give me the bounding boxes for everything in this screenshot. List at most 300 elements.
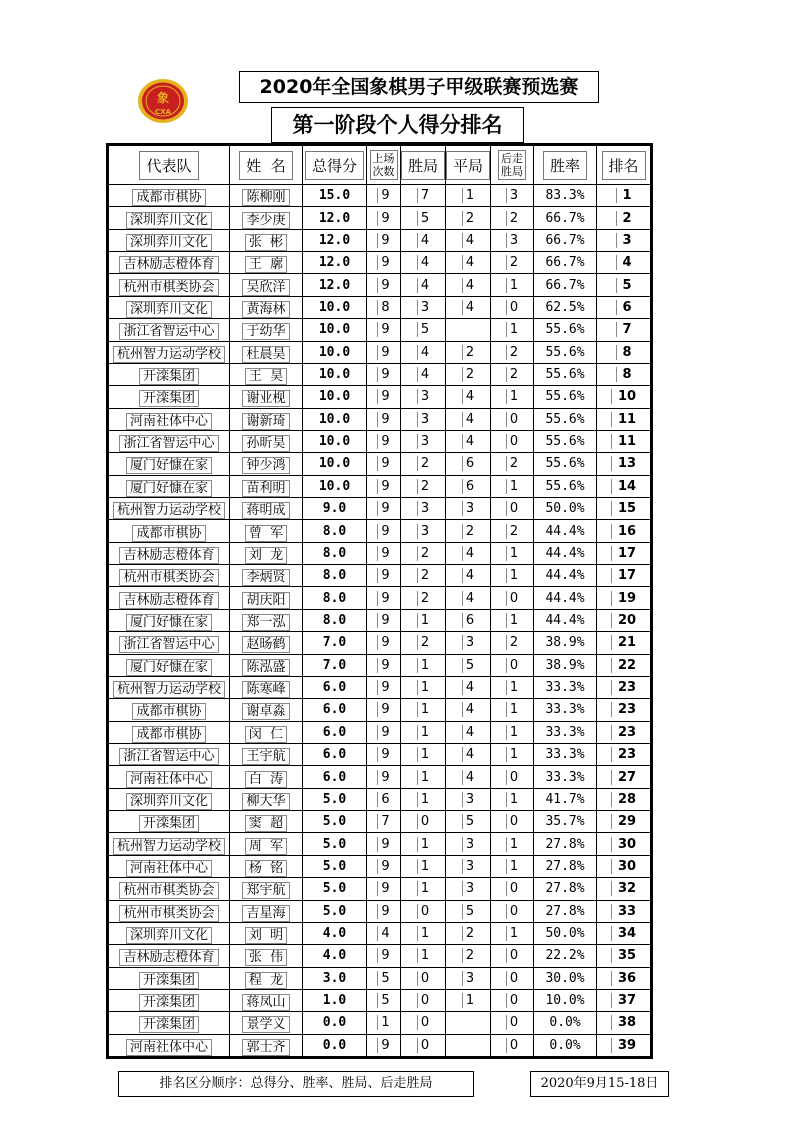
player-team: 开滦集团 [139, 390, 199, 407]
rank-cell [597, 676, 652, 698]
rank-cell [597, 363, 652, 385]
black-wins: 0 [506, 948, 518, 963]
wins-cell [401, 498, 446, 520]
rank: 14 [611, 479, 636, 494]
rank: 23 [611, 725, 636, 740]
draws: 4 [462, 300, 474, 315]
black-wins-cell [491, 1034, 534, 1057]
draws: 3 [462, 501, 474, 516]
rank: 8 [616, 345, 632, 360]
player-score-cell [303, 654, 367, 676]
player-name: 王 廓 [245, 256, 287, 273]
wins: 3 [417, 501, 429, 516]
player-name-cell [230, 922, 303, 944]
player-name-cell [230, 676, 303, 698]
win-rate-cell [534, 475, 597, 497]
player-score: 8.0 [322, 545, 347, 561]
player-name-cell [230, 632, 303, 654]
draws-cell [446, 900, 491, 922]
draws: 6 [462, 479, 474, 494]
player-name-cell [230, 542, 303, 564]
player-team: 浙江省智运中心 [119, 323, 218, 340]
wins: 1 [417, 725, 429, 740]
rank-cell [597, 319, 652, 341]
table-row [108, 945, 652, 967]
player-score: 5.0 [322, 881, 347, 897]
games-played-cell [367, 341, 401, 363]
games-played: 9 [377, 591, 389, 606]
black-wins: 0 [506, 300, 518, 315]
player-team-cell [108, 408, 230, 430]
draws-cell [446, 207, 491, 229]
draws-cell [446, 989, 491, 1011]
win-rate: 27.8% [545, 858, 585, 874]
black-wins-cell [491, 274, 534, 296]
player-name: 张 伟 [245, 949, 287, 966]
player-score: 10.0 [318, 322, 351, 338]
black-wins-cell [491, 676, 534, 698]
player-name-cell [230, 1012, 303, 1034]
player-team: 深圳弈川文化 [126, 212, 212, 229]
win-rate-cell [534, 229, 597, 251]
draws-cell [446, 319, 491, 341]
win-rate-cell [534, 833, 597, 855]
wins-cell [401, 296, 446, 318]
games-played: 9 [377, 904, 389, 919]
player-score-cell [303, 833, 367, 855]
rank-cell [597, 1012, 652, 1034]
player-team-cell [108, 945, 230, 967]
black-wins-cell [491, 475, 534, 497]
player-name: 钟少鸿 [242, 457, 289, 474]
player-score: 8.0 [322, 613, 347, 628]
header-games: 上场 次数 [367, 145, 401, 185]
black-wins: 2 [506, 345, 518, 360]
table-row [108, 766, 652, 788]
player-score-cell [303, 341, 367, 363]
win-rate-cell [534, 296, 597, 318]
rank-cell [597, 967, 652, 989]
player-name: 胡庆阳 [242, 592, 289, 609]
table-row [108, 319, 652, 341]
draws-cell [446, 855, 491, 877]
table-row [108, 788, 652, 810]
win-rate-cell [534, 542, 597, 564]
player-team-cell [108, 252, 230, 274]
games-played: 9 [377, 725, 389, 740]
draws: 4 [462, 389, 474, 404]
draws: 5 [462, 814, 474, 829]
player-score: 10.0 [318, 478, 351, 494]
wins-cell [401, 766, 446, 788]
player-name-cell [230, 341, 303, 363]
rank: 28 [611, 792, 636, 807]
player-score-cell [303, 430, 367, 452]
rank: 36 [611, 971, 636, 986]
games-played: 9 [377, 345, 389, 360]
player-team: 厦门好慷在家 [126, 457, 212, 474]
win-rate: 55.6% [545, 389, 585, 405]
win-rate: 30.0% [545, 970, 585, 986]
games-played: 9 [377, 613, 389, 628]
rank: 7 [616, 322, 632, 337]
wins: 1 [417, 859, 429, 874]
win-rate: 66.7% [545, 255, 585, 271]
player-team: 开滦集团 [139, 815, 199, 832]
win-rate: 55.6% [545, 478, 585, 494]
rank: 8 [616, 367, 632, 382]
games-played: 1 [377, 1015, 389, 1030]
win-rate: 44.4% [545, 523, 585, 539]
black-wins-cell [491, 833, 534, 855]
black-wins: 0 [506, 814, 518, 829]
draws-cell [446, 676, 491, 698]
black-wins-cell [491, 408, 534, 430]
table-row [108, 252, 652, 274]
win-rate: 22.2% [545, 948, 585, 964]
player-team-cell [108, 609, 230, 631]
draws-cell [446, 408, 491, 430]
games-played: 9 [377, 412, 389, 427]
wins: 3 [417, 434, 429, 449]
cxa-logo [137, 78, 189, 124]
games-played-cell [367, 430, 401, 452]
win-rate-cell [534, 498, 597, 520]
table-row [108, 1034, 652, 1057]
draws: 2 [462, 211, 474, 226]
wins: 1 [417, 881, 429, 896]
games-played-cell [367, 319, 401, 341]
games-played-cell [367, 587, 401, 609]
games-played-cell [367, 766, 401, 788]
rank-cell [597, 766, 652, 788]
games-played-cell [367, 922, 401, 944]
black-wins-cell [491, 922, 534, 944]
win-rate-cell [534, 430, 597, 452]
games-played: 9 [377, 948, 389, 963]
player-name: 陈寒峰 [242, 681, 289, 698]
rank-cell [597, 833, 652, 855]
player-team: 杭州市棋类协会 [119, 279, 218, 296]
table-row [108, 185, 652, 207]
draws-cell [446, 788, 491, 810]
games-played-cell [367, 274, 401, 296]
player-name: 王宇航 [242, 748, 289, 765]
games-played-cell [367, 453, 401, 475]
rank-cell [597, 654, 652, 676]
rank-cell [597, 229, 652, 251]
games-played: 4 [377, 926, 389, 941]
games-played: 9 [377, 1038, 389, 1053]
black-wins: 1 [506, 546, 518, 561]
draws-cell [446, 1012, 491, 1034]
player-name: 杜晨昊 [242, 346, 289, 363]
win-rate: 44.4% [545, 568, 585, 584]
player-score-cell [303, 878, 367, 900]
header-draws: 平局 [446, 145, 491, 185]
player-team: 河南社体中心 [126, 771, 212, 788]
wins-cell [401, 788, 446, 810]
event-date: 2020年9月15-18日 [530, 1071, 669, 1097]
player-score-cell [303, 676, 367, 698]
games-played: 9 [377, 434, 389, 449]
win-rate: 50.0% [545, 501, 585, 517]
black-wins: 3 [506, 188, 518, 203]
player-name-cell [230, 654, 303, 676]
player-score-cell [303, 475, 367, 497]
wins: 4 [417, 233, 429, 248]
games-played: 9 [377, 188, 389, 203]
win-rate-cell [534, 743, 597, 765]
player-name-cell [230, 475, 303, 497]
wins: 1 [417, 770, 429, 785]
games-played-cell [367, 878, 401, 900]
player-team-cell [108, 676, 230, 698]
table-row [108, 609, 652, 631]
player-team: 成都市棋协 [132, 189, 205, 206]
games-played-cell [367, 475, 401, 497]
black-wins: 2 [506, 255, 518, 270]
games-played: 9 [377, 255, 389, 270]
wins-cell [401, 1034, 446, 1057]
player-name-cell [230, 207, 303, 229]
win-rate: 0.0% [549, 1015, 581, 1031]
wins: 0 [417, 1038, 429, 1053]
draws-cell [446, 185, 491, 207]
win-rate-cell [534, 1012, 597, 1034]
draws: 4 [462, 591, 474, 606]
wins-cell [401, 453, 446, 475]
black-wins: 0 [506, 658, 518, 673]
black-wins: 0 [506, 1015, 518, 1030]
player-team: 深圳弈川文化 [126, 301, 212, 318]
player-team: 河南社体中心 [126, 413, 212, 430]
games-played-cell [367, 676, 401, 698]
player-name-cell [230, 900, 303, 922]
player-name-cell [230, 878, 303, 900]
draws-cell [446, 1034, 491, 1057]
black-wins-cell [491, 989, 534, 1011]
player-name: 陈泓盛 [242, 659, 289, 676]
black-wins: 0 [506, 904, 518, 919]
player-name-cell [230, 296, 303, 318]
rank-cell [597, 788, 652, 810]
player-team-cell [108, 207, 230, 229]
player-score: 10.0 [318, 456, 351, 472]
games-played: 9 [377, 389, 389, 404]
player-team-cell [108, 788, 230, 810]
player-name-cell [230, 319, 303, 341]
wins: 1 [417, 926, 429, 941]
wins: 4 [417, 255, 429, 270]
wins-cell [401, 721, 446, 743]
win-rate-cell [534, 945, 597, 967]
wins: 0 [417, 1015, 429, 1030]
draws: 4 [462, 770, 474, 785]
rank: 6 [616, 300, 632, 315]
games-played: 9 [377, 501, 389, 516]
rank: 22 [611, 658, 636, 673]
win-rate: 0.0% [549, 1037, 581, 1053]
win-rate-cell [534, 319, 597, 341]
win-rate-cell [534, 632, 597, 654]
player-team-cell [108, 922, 230, 944]
player-team-cell [108, 565, 230, 587]
player-score: 5.0 [322, 903, 347, 919]
player-score: 10.0 [318, 344, 351, 360]
draws: 5 [462, 904, 474, 919]
player-score: 10.0 [318, 434, 351, 450]
draws-cell [446, 632, 491, 654]
player-name-cell [230, 721, 303, 743]
player-team: 杭州市棋类协会 [119, 882, 218, 899]
ranking-table [106, 143, 653, 1059]
win-rate: 44.4% [545, 545, 585, 561]
player-score: 9.0 [322, 501, 347, 517]
games-played-cell [367, 363, 401, 385]
table-row [108, 632, 652, 654]
draws-cell [446, 453, 491, 475]
win-rate-cell [534, 811, 597, 833]
player-score: 15.0 [318, 188, 351, 204]
win-rate-cell [534, 989, 597, 1011]
player-score: 10.0 [318, 367, 351, 383]
player-score-cell [303, 408, 367, 430]
rank-cell [597, 252, 652, 274]
table-row [108, 341, 652, 363]
player-team: 河南社体中心 [126, 1039, 212, 1056]
player-score: 8.0 [322, 523, 347, 539]
wins: 0 [417, 814, 429, 829]
draws: 4 [462, 255, 474, 270]
draws-cell [446, 341, 491, 363]
black-wins: 1 [506, 680, 518, 695]
player-team-cell [108, 587, 230, 609]
table-row [108, 386, 652, 408]
games-played-cell [367, 855, 401, 877]
wins: 3 [417, 300, 429, 315]
table-row [108, 520, 652, 542]
table-row [108, 1012, 652, 1034]
player-team: 吉林励志橙体育 [119, 256, 218, 273]
black-wins: 2 [506, 211, 518, 226]
player-team-cell [108, 319, 230, 341]
win-rate-cell [534, 855, 597, 877]
player-team-cell [108, 274, 230, 296]
draws: 5 [462, 658, 474, 673]
table-row [108, 967, 652, 989]
player-team-cell [108, 341, 230, 363]
draws [467, 1015, 470, 1030]
player-score: 0.0 [322, 1037, 347, 1053]
player-score: 12.0 [318, 232, 351, 248]
wins-cell [401, 743, 446, 765]
wins: 3 [417, 389, 429, 404]
header-rate: 胜率 [534, 145, 597, 185]
player-team: 深圳弈川文化 [126, 793, 212, 810]
player-name: 李炳贤 [242, 569, 289, 586]
player-team-cell [108, 229, 230, 251]
win-rate: 41.7% [545, 791, 585, 807]
win-rate-cell [534, 207, 597, 229]
player-name: 王 昊 [245, 368, 287, 385]
rank-cell [597, 520, 652, 542]
header-black-wins: 后走 胜局 [491, 145, 534, 185]
player-score: 4.0 [322, 926, 347, 942]
rank: 17 [611, 546, 636, 561]
black-wins: 0 [506, 1038, 518, 1053]
win-rate-cell [534, 609, 597, 631]
player-score: 8.0 [322, 590, 347, 606]
player-score-cell [303, 1034, 367, 1057]
rank: 1 [616, 188, 632, 203]
wins-cell [401, 811, 446, 833]
wins: 2 [417, 635, 429, 650]
draws: 1 [462, 993, 474, 1008]
games-played: 9 [377, 770, 389, 785]
player-name-cell [230, 408, 303, 430]
draws-cell [446, 542, 491, 564]
wins-cell [401, 609, 446, 631]
draws-cell [446, 274, 491, 296]
player-score: 10.0 [318, 411, 351, 427]
rank: 17 [611, 568, 636, 583]
win-rate-cell [534, 900, 597, 922]
win-rate-cell [534, 967, 597, 989]
rank-cell [597, 565, 652, 587]
table-row [108, 274, 652, 296]
wins-cell [401, 878, 446, 900]
win-rate: 33.3% [545, 680, 585, 696]
win-rate: 33.3% [545, 747, 585, 763]
rank: 39 [611, 1038, 636, 1053]
games-played-cell [367, 743, 401, 765]
table-row [108, 855, 652, 877]
player-name-cell [230, 788, 303, 810]
games-played-cell [367, 542, 401, 564]
wins-cell [401, 587, 446, 609]
games-played-cell [367, 945, 401, 967]
player-name: 柳大华 [242, 793, 289, 810]
rank: 33 [611, 904, 636, 919]
win-rate: 55.6% [545, 411, 585, 427]
player-score: 10.0 [318, 299, 351, 315]
black-wins: 1 [506, 322, 518, 337]
rank: 29 [611, 814, 636, 829]
player-score: 12.0 [318, 277, 351, 293]
player-score-cell [303, 855, 367, 877]
black-wins: 0 [506, 501, 518, 516]
black-wins-cell [491, 386, 534, 408]
table-header-row [108, 145, 652, 185]
rank: 10 [611, 389, 636, 404]
games-played: 9 [377, 524, 389, 539]
wins-cell [401, 229, 446, 251]
player-team: 开滦集团 [139, 1016, 199, 1033]
player-score-cell [303, 922, 367, 944]
games-played: 5 [377, 993, 389, 1008]
wins: 1 [417, 702, 429, 717]
draws-cell [446, 967, 491, 989]
win-rate: 55.6% [545, 322, 585, 338]
games-played-cell [367, 811, 401, 833]
games-played: 9 [377, 837, 389, 852]
black-wins: 1 [506, 926, 518, 941]
games-played: 9 [377, 702, 389, 717]
draws-cell [446, 766, 491, 788]
games-played: 9 [377, 456, 389, 471]
wins-cell [401, 833, 446, 855]
